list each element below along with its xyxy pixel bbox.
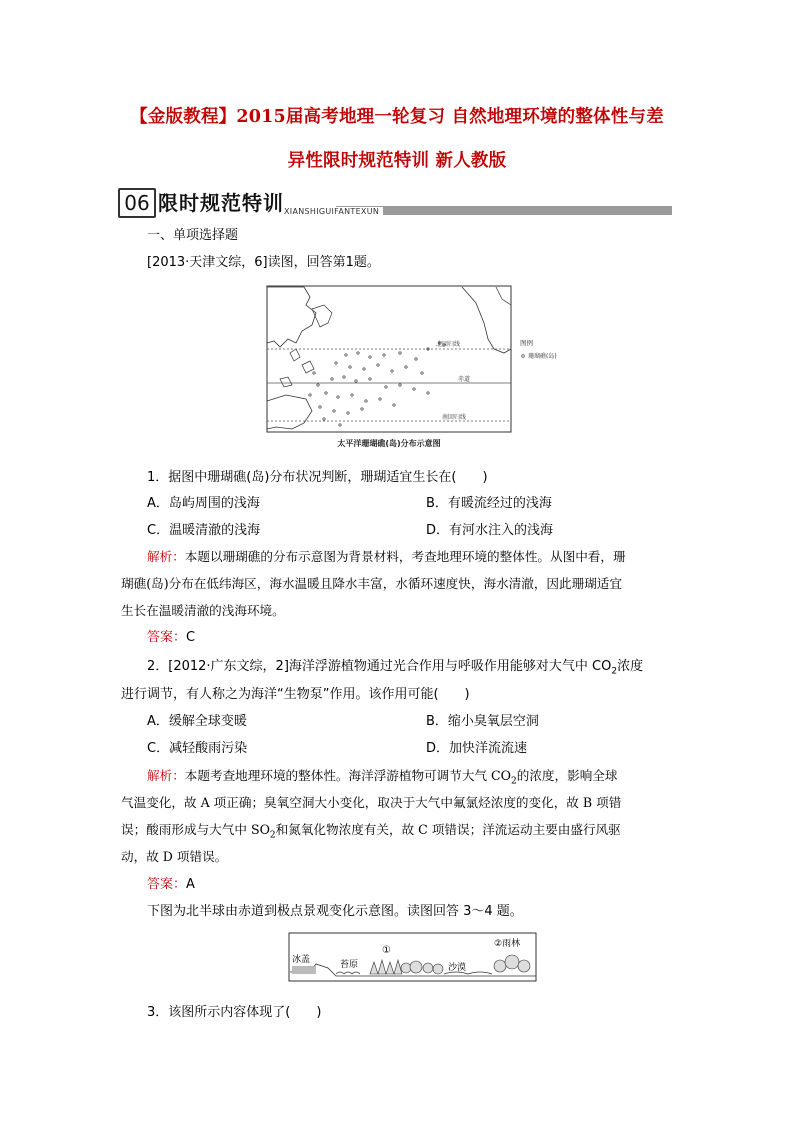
q1-stem: 1．据图中珊瑚礁(岛)分布状况判断，珊瑚适宜生长在( ) <box>147 470 488 485</box>
q2-analysis-line2: 气温变化，故 A 项正确；臭氧空洞大小变化，取决于大气中氟氯烃浓度的变化，故 B 项错 <box>121 795 622 810</box>
q2-analysis-line1: 解析：本题考查地理环境的整体性。海洋浮游植物可调节大气 $CO_2$的浓度，影响全球 <box>147 768 618 787</box>
label-tundra: 苔原 <box>340 960 359 970</box>
intro-q3-4: 下图为北半球由赤道到极点景观变化示意图。读图回答 3～4 题。 <box>147 904 523 919</box>
q1-option-c: C．温暖清澈的浅海 <box>147 523 261 538</box>
section-banner <box>118 184 672 218</box>
q1-analysis-label: 解析： <box>147 549 185 564</box>
legend-item: 珊瑚礁(岛) <box>528 353 557 360</box>
tropic-capricorn-label: 南回归线 <box>442 414 467 421</box>
banner-bar <box>336 206 672 215</box>
q2-analysis-line4: 动，故 D 项错误。 <box>121 849 228 864</box>
legend-marker <box>522 355 525 358</box>
q2-option-b: B．缩小臭氧层空洞 <box>426 714 539 729</box>
q1-option-d: D．有河水注入的浅海 <box>426 523 554 538</box>
document-title-line1: 【金版教程】2015届高考地理一轮复习 自然地理环境的整体性与差 <box>130 107 664 127</box>
latitudinal-landscape-figure <box>288 932 538 984</box>
q3-stem: 3．该图所示内容体现了( ) <box>147 1005 322 1020</box>
coral-reef-map <box>266 283 566 453</box>
equator-label: 赤道 <box>458 376 471 383</box>
q2-option-d: D．加快洋流流速 <box>426 741 528 756</box>
banner-number: 06 <box>118 188 156 218</box>
q1-option-a: A．岛屿周围的浅海 <box>147 496 260 511</box>
map-caption: 太平洋珊瑚礁(岛)分布示意图 <box>337 439 441 448</box>
label-1: ① <box>382 945 391 956</box>
q1-option-b: B．有暖流经过的浅海 <box>426 496 552 511</box>
intro-q1: [2013·天津文综，6]读图，回答第1题。 <box>147 255 380 270</box>
ice-sheet-shape <box>292 966 316 974</box>
q1-analysis-line3: 生长在温暖清澈的浅海环境。 <box>121 603 285 618</box>
q2-analysis-line3: 误；酸雨形成与大气中 $SO_2$和氮氧化物浓度有关，故 C 项错误；洋流运动主要由盛行风驱 <box>121 822 621 841</box>
q2-stem-line2: 进行调节，有人称之为海洋“生物泵”作用。该作用可能( ) <box>121 687 470 702</box>
tropic-cancer-label: 北回归线 <box>436 341 461 348</box>
q1-analysis-line1: 解析：本题以珊瑚礁的分布示意图为背景材料，考查地理环境的整体性。从图中看，珊 <box>147 549 626 564</box>
q1-analysis-line2: 瑚礁(岛)分布在低纬海区，海水温暖且降水丰富，水循环速度快，海水清澈，因此珊瑚适宜 <box>121 576 622 591</box>
document-title-line2: 异性限时规范特训 新人教版 <box>287 151 507 171</box>
banner-heading: 限时规范特训 <box>158 191 284 215</box>
q2-option-a: A．缓解全球变暖 <box>147 714 247 729</box>
label-desert: 沙漠 <box>448 963 467 973</box>
q2-answer: 答案：A <box>147 877 195 892</box>
section-heading: 一、单项选择题 <box>147 228 239 243</box>
q2-stem-line1: 2．[2012·广东文综，2]海洋浮游植物通过光合作用与呼吸作用能够对大气中 $CO_2$浓度 <box>147 659 644 677</box>
q1-answer: 答案：C <box>147 630 196 645</box>
legend-title: 图例 <box>520 339 533 347</box>
label-rainforest: ②雨林 <box>494 939 521 949</box>
label-ice-cap: 冰盖 <box>292 955 311 965</box>
q2-option-c: C．减轻酸雨污染 <box>147 741 248 756</box>
banner-pinyin: XIANSHIGUIFANTEXUN <box>284 207 383 216</box>
